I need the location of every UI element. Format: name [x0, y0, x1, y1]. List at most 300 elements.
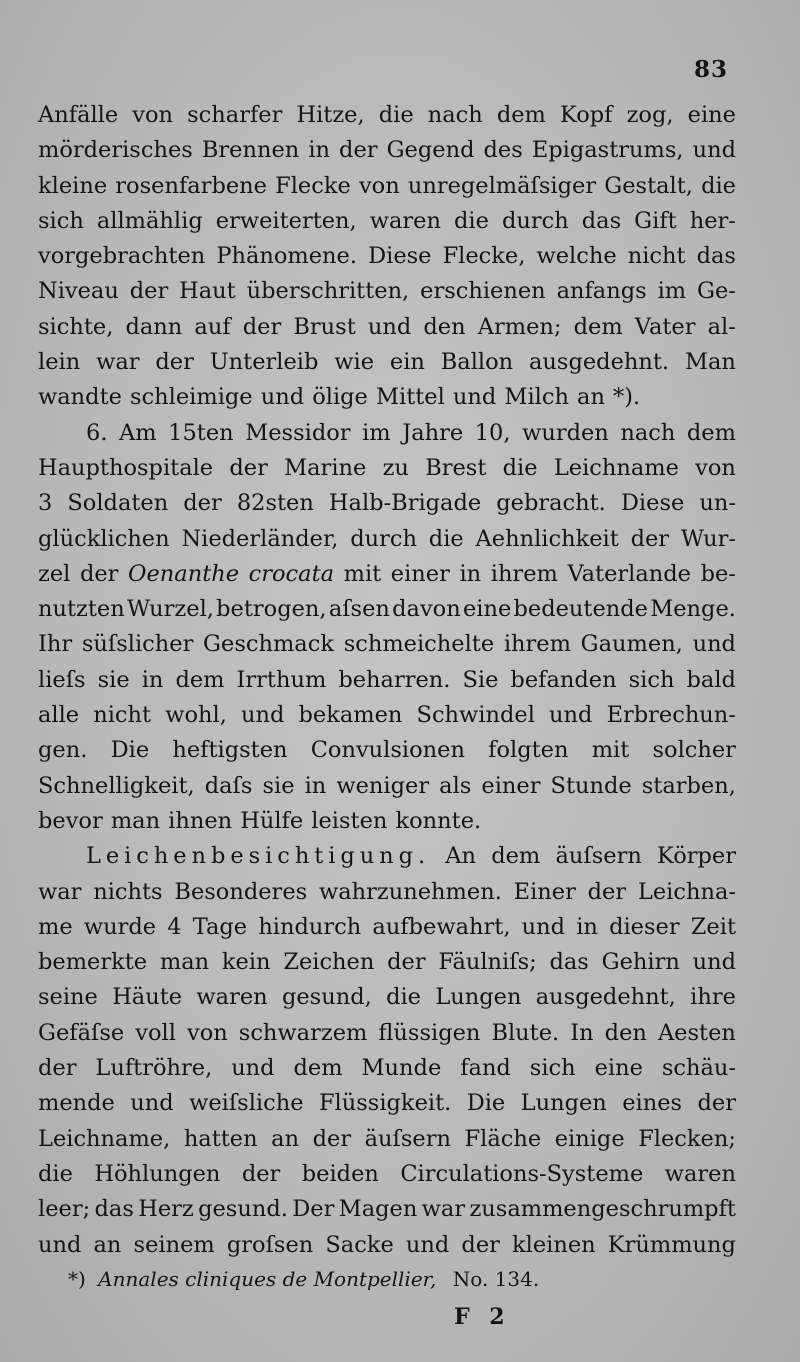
word: Fäulniſs;: [438, 949, 537, 976]
word: Aesten: [657, 1019, 736, 1046]
word: Flecken;: [638, 1125, 736, 1152]
text-line: [38, 133, 736, 168]
word: Stunde: [550, 772, 632, 799]
word: kein: [221, 949, 271, 976]
word: anfangs: [556, 278, 647, 305]
word: dem: [573, 313, 623, 340]
word: im: [362, 419, 391, 446]
word: dann: [125, 313, 183, 340]
word: an: [271, 1125, 300, 1152]
word: einer: [481, 772, 541, 799]
word: al-: [707, 313, 736, 340]
word: Leichenbesichtigung.: [86, 843, 431, 870]
word: Armen;: [477, 313, 562, 340]
word: Mittel: [375, 384, 445, 411]
word: war: [38, 878, 82, 905]
word: kleine: [38, 172, 108, 199]
word: nutzten: [38, 596, 125, 623]
footnote-number: No. 134.: [452, 1267, 540, 1291]
word: von: [695, 454, 736, 481]
word: beiden: [301, 1160, 379, 1187]
word: und: [452, 384, 497, 411]
word: Fläche: [464, 1125, 542, 1152]
word: den: [604, 1019, 647, 1046]
text-line: [38, 769, 736, 804]
word: den: [423, 313, 466, 340]
word: und: [38, 1231, 82, 1258]
word: Haupthospitale: [38, 454, 214, 481]
word: hindurch: [258, 913, 362, 940]
word: Brennen: [201, 137, 300, 164]
word: die: [454, 207, 489, 234]
word: 15ten: [168, 419, 234, 446]
word: die: [428, 525, 464, 552]
word: und: [549, 702, 593, 729]
word: sie: [262, 772, 295, 799]
word: mit: [343, 560, 382, 587]
word: Geschmack: [203, 631, 334, 658]
word: der: [312, 1125, 352, 1152]
word: Besonderes: [174, 878, 308, 905]
word: Hülfe: [240, 807, 304, 834]
word: die: [502, 454, 538, 481]
word: dem: [496, 102, 546, 128]
word: ihre: [690, 984, 736, 1011]
text-line: [38, 804, 736, 839]
word: Gift: [634, 207, 677, 234]
word: betrogen,: [216, 596, 327, 623]
word: sichte,: [38, 313, 114, 340]
word: aſsen: [328, 596, 390, 623]
word: bevor: [38, 807, 103, 834]
word: sich: [38, 207, 84, 234]
word: Man: [684, 349, 736, 376]
text-line: [38, 204, 736, 239]
word: Ballon: [440, 349, 514, 376]
text-line: [38, 945, 736, 980]
text-line: [38, 1016, 736, 1051]
word: dem: [175, 666, 225, 693]
word: und: [240, 702, 285, 729]
text-line: [38, 416, 736, 451]
text-line: [38, 1086, 736, 1121]
word: mörderisches: [38, 137, 193, 164]
word: 6.: [86, 419, 108, 446]
word: durch: [501, 207, 569, 234]
word: Phänomene.: [216, 243, 358, 270]
word: Anfälle: [38, 102, 119, 128]
word: Höhlungen: [94, 1160, 221, 1187]
word: Convulsionen: [310, 737, 465, 764]
word: konnte.: [395, 807, 482, 834]
word: un-: [699, 490, 736, 517]
word: zel: [38, 560, 71, 587]
word: wie: [334, 349, 375, 376]
word: Flecke,: [442, 243, 526, 270]
footnote-mark: *): [68, 1267, 86, 1291]
word: gebracht.: [496, 490, 606, 517]
word: Niveau: [38, 278, 119, 305]
word: Lungen: [435, 984, 522, 1011]
word: kleinen: [512, 1231, 596, 1258]
word: nicht: [93, 702, 152, 729]
word: be-: [700, 560, 736, 587]
word: war: [96, 349, 140, 376]
word: der: [697, 1090, 736, 1117]
word: leer;: [38, 1196, 91, 1223]
word: Körper: [657, 843, 736, 870]
word: der: [339, 137, 378, 164]
word: im: [657, 278, 687, 305]
word: aufbewahrt,: [372, 913, 511, 940]
text-line: [38, 733, 736, 768]
word: ihnen: [168, 807, 233, 834]
word: Herz: [138, 1196, 194, 1223]
word: Lungen: [520, 1090, 607, 1117]
word: schmeichelte: [343, 631, 495, 658]
word: überschritten,: [246, 278, 410, 305]
word: Schwindel: [416, 702, 535, 729]
word: hatten: [183, 1125, 258, 1152]
word: lein: [38, 349, 81, 376]
word: scharfer: [187, 102, 283, 128]
word: zog,: [626, 102, 674, 128]
printer-signature: F 2: [454, 1304, 511, 1330]
word: Wur-: [680, 525, 736, 552]
word: von: [132, 102, 174, 128]
word: Halb-Brigade: [328, 490, 482, 517]
text-line: [38, 1157, 736, 1192]
word: zu: [382, 454, 409, 481]
word: seinem: [133, 1231, 215, 1258]
word: Leichname: [553, 454, 679, 481]
word: gesund,: [281, 984, 372, 1011]
word: lieſs: [38, 666, 86, 693]
word: alle: [38, 702, 80, 729]
word: in: [459, 560, 482, 587]
word: 4: [167, 913, 182, 940]
word: groſsen: [226, 1231, 314, 1258]
word: von: [358, 172, 400, 199]
word: die: [701, 172, 736, 199]
word: In: [570, 1019, 594, 1046]
text-line: [38, 627, 736, 662]
word: erweiterten,: [215, 207, 357, 234]
word: solcher: [652, 737, 736, 764]
word: eine: [462, 596, 512, 623]
word: Milch: [504, 384, 569, 411]
text-line: [38, 592, 736, 627]
word: vorgebrachten: [38, 243, 206, 270]
text-line: [38, 557, 736, 592]
word: flüssigen: [378, 1019, 481, 1046]
word: beharren.: [338, 666, 451, 693]
word: *).: [613, 384, 641, 411]
word: starben,: [641, 772, 736, 799]
word: Soldaten: [67, 490, 169, 517]
word: und: [692, 137, 736, 164]
word: Vater: [634, 313, 696, 340]
word: heftigsten: [172, 737, 288, 764]
word: das: [549, 949, 589, 976]
word: ihrem: [503, 631, 571, 658]
word: der: [242, 313, 282, 340]
word: wahrzunehmen.: [318, 878, 502, 905]
word: Unterleib: [209, 349, 319, 376]
word: Zeichen: [283, 949, 375, 976]
word: einige: [554, 1125, 625, 1152]
word: Menge.: [650, 596, 736, 623]
text-line: [38, 1192, 736, 1227]
word: Oenanthe: [128, 560, 240, 587]
word: der: [587, 878, 627, 905]
word: wurden: [522, 419, 609, 446]
word: folgten: [488, 737, 569, 764]
word: das: [581, 207, 622, 234]
word: der: [38, 1055, 77, 1082]
word: äuſsern: [555, 843, 642, 870]
word: Tage: [192, 913, 248, 940]
text-line: [38, 875, 736, 910]
word: Die: [110, 737, 150, 764]
text-line: [38, 169, 736, 204]
word: ihrem: [490, 560, 558, 587]
word: Haut: [179, 278, 236, 305]
word: voll: [135, 1019, 176, 1046]
word: allmählig: [96, 207, 203, 234]
word: Flecke: [275, 172, 351, 199]
word: der: [183, 490, 222, 517]
word: an: [577, 384, 605, 411]
word: schäu-: [661, 1055, 736, 1082]
word: der: [387, 949, 426, 976]
word: in: [308, 137, 330, 164]
word: davon: [392, 596, 461, 623]
text-line: [38, 663, 736, 698]
word: Magen: [338, 1196, 418, 1223]
word: Schnelligkeit,: [38, 772, 195, 799]
word: erschienen: [420, 278, 546, 305]
word: Vaterlande: [567, 560, 691, 587]
word: nichts: [93, 878, 163, 905]
word: in: [141, 666, 164, 693]
word: Einer: [513, 878, 576, 905]
word: rosenfarbene: [115, 172, 267, 199]
word: und: [367, 313, 412, 340]
word: Leichname,: [38, 1125, 171, 1152]
word: Der: [292, 1196, 335, 1223]
word: Gestalt,: [604, 172, 693, 199]
word: wurde: [83, 913, 157, 940]
word: der: [461, 1231, 500, 1258]
word: eine: [687, 102, 736, 128]
word: Aehnlichkeit: [475, 525, 619, 552]
word: in: [304, 772, 327, 799]
word: Krümmung: [607, 1231, 736, 1258]
word: und: [692, 949, 736, 976]
word: zusammengeschrumpft: [469, 1196, 736, 1223]
word: das: [696, 243, 736, 270]
text-line: [38, 698, 736, 733]
word: an: [93, 1231, 122, 1258]
word: Kopf: [560, 102, 613, 128]
text-line: [38, 1228, 736, 1263]
word: schwarzem: [238, 1019, 368, 1046]
text-line: [38, 522, 736, 557]
word: Brest: [425, 454, 487, 481]
word: Sacke: [325, 1231, 394, 1258]
word: einer: [390, 560, 450, 587]
word: dem: [686, 419, 736, 446]
word: als: [439, 772, 472, 799]
word: wohl,: [165, 702, 227, 729]
word: Gaumen,: [580, 631, 683, 658]
word: sie: [97, 666, 130, 693]
word: Gefäſse: [38, 1019, 125, 1046]
word: das: [94, 1196, 134, 1223]
word: bedeutende: [513, 596, 648, 623]
word: Messidor: [245, 419, 351, 446]
word: und: [405, 1231, 450, 1258]
text-line: [38, 839, 736, 874]
word: Die: [466, 1090, 506, 1117]
word: Blute.: [491, 1019, 560, 1046]
word: die: [386, 984, 421, 1011]
word: Circulations-Systeme: [400, 1160, 644, 1187]
word: Wurzel,: [126, 596, 214, 623]
footnote: [68, 1267, 539, 1291]
word: weiſsliche: [189, 1090, 304, 1117]
word: der: [630, 525, 670, 552]
word: bekamen: [298, 702, 403, 729]
word: unregelmäſsiger: [407, 172, 597, 199]
text-line: [38, 98, 736, 133]
text-line: [38, 310, 736, 345]
word: her-: [689, 207, 736, 234]
word: man: [110, 807, 161, 834]
page-number: 83: [693, 56, 728, 83]
word: nach: [427, 102, 483, 128]
word: der: [155, 349, 194, 376]
word: ölige: [312, 384, 368, 411]
word: Ge-: [697, 278, 736, 305]
word: Gegend: [386, 137, 475, 164]
word: dem: [293, 1055, 343, 1082]
word: bald: [686, 666, 736, 693]
word: An: [445, 843, 477, 870]
word: daſs: [204, 772, 253, 799]
word: die: [378, 102, 414, 128]
word: süſslicher: [81, 631, 194, 658]
text-line: [38, 451, 736, 486]
word: Brust: [293, 313, 356, 340]
word: bemerkte: [38, 949, 148, 976]
text-line: [38, 345, 736, 380]
word: der: [79, 560, 119, 587]
word: seine: [38, 984, 98, 1011]
word: befanden: [510, 666, 617, 693]
text-line: [38, 239, 736, 274]
word: Leichna-: [637, 878, 736, 905]
word: Sie: [462, 666, 499, 693]
body-text: [38, 98, 736, 1263]
word: der: [229, 454, 268, 481]
word: in: [576, 913, 598, 940]
word: Häute: [112, 984, 183, 1011]
word: mende: [38, 1090, 115, 1117]
word: Ihr: [38, 631, 73, 658]
word: Hitze,: [296, 102, 365, 128]
word: und: [521, 913, 566, 940]
word: waren: [664, 1160, 736, 1187]
word: durch: [350, 525, 417, 552]
word: Marine: [284, 454, 367, 481]
word: Epigastrums,: [531, 137, 684, 164]
word: Munde: [361, 1055, 442, 1082]
word: Luftröhre,: [95, 1055, 213, 1082]
word: der: [241, 1160, 281, 1187]
word: der: [129, 278, 169, 305]
word: dem: [491, 843, 541, 870]
text-line: [38, 1051, 736, 1086]
word: Gehirn: [601, 949, 680, 976]
word: und: [231, 1055, 275, 1082]
word: Diese: [620, 490, 685, 517]
text-line: [38, 1122, 736, 1157]
word: Erbrechun-: [606, 702, 736, 729]
word: Niederländer,: [181, 525, 339, 552]
word: und: [260, 384, 305, 411]
text-line: [38, 274, 736, 309]
word: von: [186, 1019, 228, 1046]
word: welche: [536, 243, 617, 270]
word: crocata: [248, 560, 335, 587]
text-line: [38, 486, 736, 521]
word: Am: [119, 419, 157, 446]
word: dieser: [609, 913, 680, 940]
word: Irrthum: [236, 666, 327, 693]
word: fand: [460, 1055, 511, 1082]
word: sich: [628, 666, 675, 693]
word: 82sten: [236, 490, 314, 517]
word: me: [38, 913, 73, 940]
text-line: [38, 380, 736, 415]
word: eines: [622, 1090, 683, 1117]
word: Zeit: [690, 913, 736, 940]
word: äuſsern: [364, 1125, 451, 1152]
word: eine: [594, 1055, 643, 1082]
word: die: [38, 1160, 73, 1187]
word: waren: [196, 984, 268, 1011]
word: ausgedehnt.: [529, 349, 670, 376]
word: ein: [389, 349, 425, 376]
word: auf: [194, 313, 231, 340]
word: man: [159, 949, 210, 976]
word: war: [421, 1196, 466, 1223]
text-line: [38, 910, 736, 945]
word: und: [130, 1090, 174, 1117]
word: Jahre: [402, 419, 464, 446]
word: Flüssigkeit.: [318, 1090, 452, 1117]
word: gen.: [38, 737, 88, 764]
word: wandte: [38, 384, 122, 411]
word: leisten: [311, 807, 388, 834]
word: ausgedehnt,: [535, 984, 676, 1011]
text-line: [38, 980, 736, 1015]
word: 3: [38, 490, 53, 517]
word: nach: [620, 419, 676, 446]
word: 10,: [474, 419, 511, 446]
